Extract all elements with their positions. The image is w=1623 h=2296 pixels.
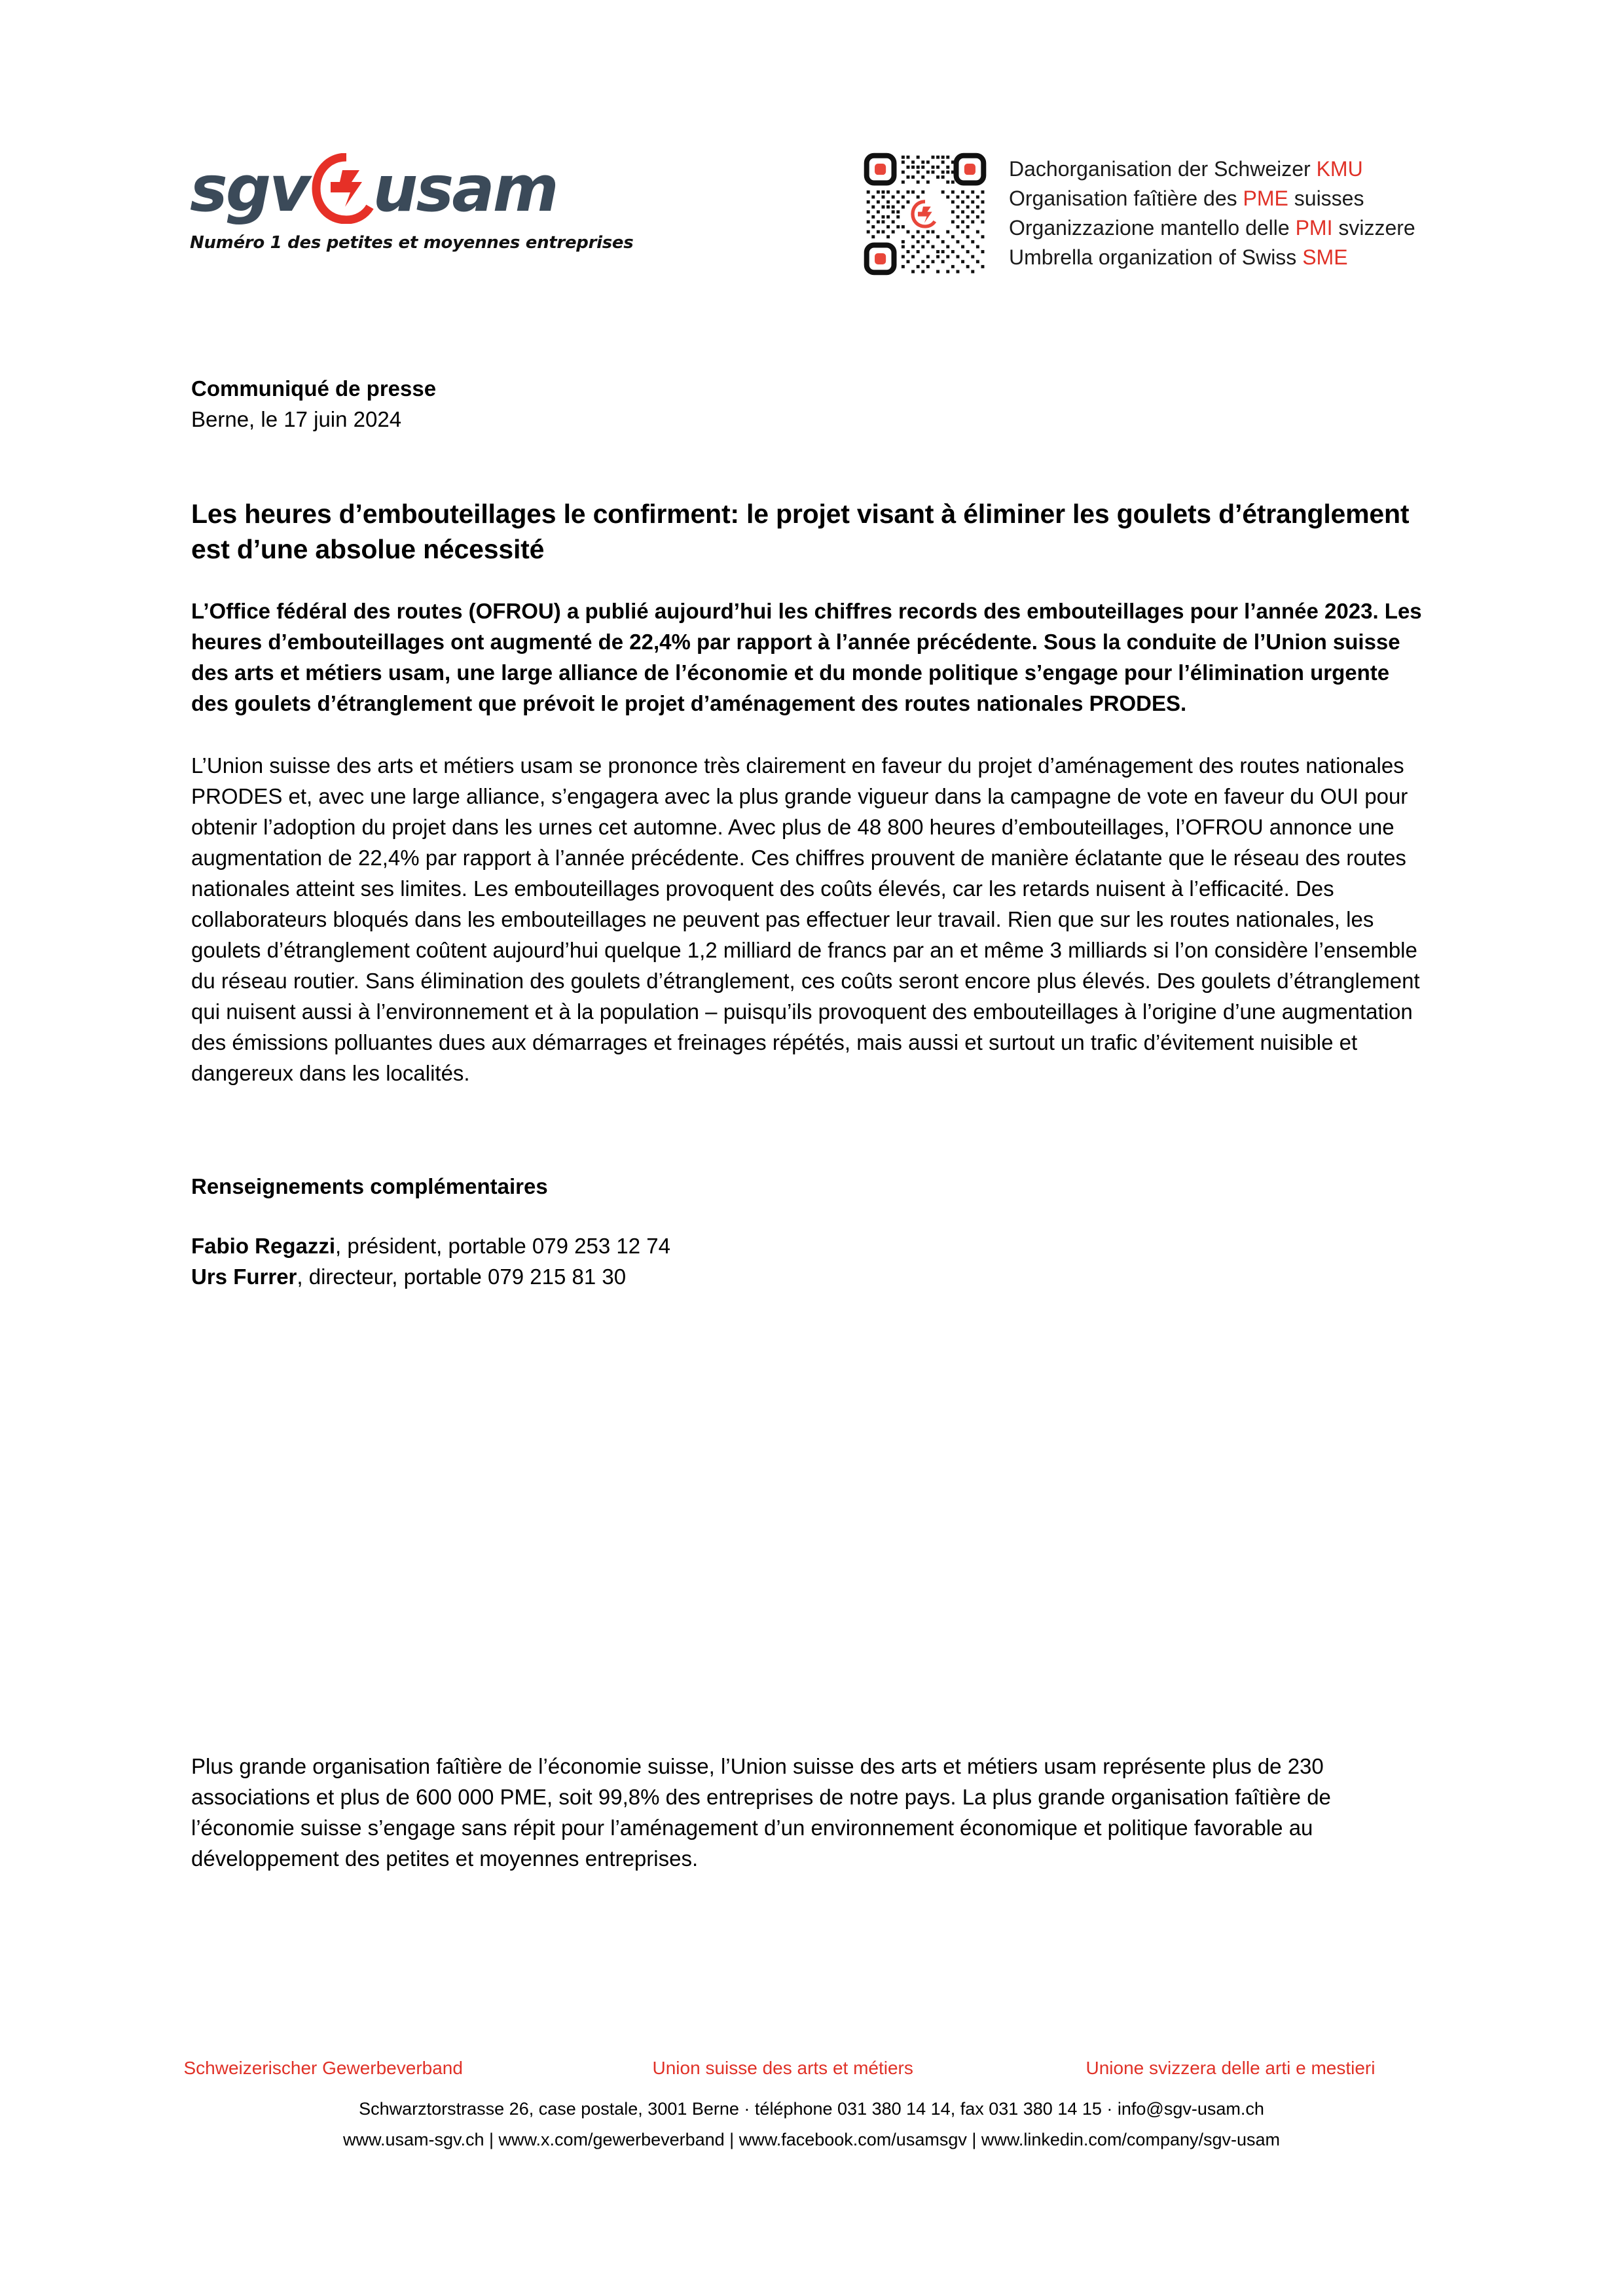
logo-text-sgv: sgv <box>190 151 309 226</box>
language-text-en: Umbrella organization of Swiss <box>1009 245 1303 269</box>
contact-item <box>191 1230 1422 1261</box>
page-header <box>0 0 1623 308</box>
dateline: Berne, le 17 juin 2024 <box>191 407 402 431</box>
language-highlight-en: SME <box>1302 245 1348 269</box>
language-list <box>1009 152 1415 272</box>
page-footer <box>0 2055 1623 2153</box>
contact-name: Fabio Regazzi <box>191 1234 336 1258</box>
lead-paragraph: L’Office fédéral des routes (OFROU) a publié aujourd’hui les chiffres records des embouteillages pour l’année 2023. Les heures d’embouteillages ont augmenté de 22,4% par rapport à l’année précédente. Sous la conduite de l’Union suisse des arts et métiers usam, une large alliance de l’économie et du monde politique s’engage pour l’élimination urgente des goulets d’étranglement que prévoit le projet d’aménagement des routes nationales PRODES. <box>191 599 1422 715</box>
footer-links[interactable]: www.usam-sgv.ch | www.x.com/gewerbeverband | www.facebook.com/usamsgv | www.linkedin.com/company/sgv-usam <box>342 2130 1281 2149</box>
body-paragraph: L’Union suisse des arts et métiers usam se prononce très clairement en faveur du projet d’aménagement des routes nationales PRODES et, avec une large alliance, s’engagera avec la plus grande vigueur dans la campagne de vote en faveur du OUI pour obtenir l’adoption du projet dans les urnes cet automne. Avec plus de 48 800 heures d’embouteillages, l’OFROU annonce une augmentation de 22,4% par rapport à l’année précédente. Ces chiffres prouvent de manière éclatante que le réseau des routes nationales atteint ses limites. Les embouteillages provoquent des coûts élevés, car les retards nuisent à l’efficacité. Des collaborateurs bloqués dans les embouteillages ne peuvent pas effectuer leur travail. Rien que sur les routes nationales, les goulets d’étranglement coûtent aujourd’hui quelque 1,2 milliard de francs par an et même 3 milliards si l’on considère l’ensemble du réseau routier. Sans élimination des goulets d’étranglement, ces coûts seront encore plus élevés. Des goulets d’étranglement qui nuisent aussi à l’environnement et à la population – puisqu’ils provoquent des embouteillages à l’origine d’une augmentation des émissions polluantes dues aux démarrages et freinages répétés, mais aussi et surtout un trafic d’évitement nuisible et dangereux dans les localités. <box>191 753 1420 1085</box>
contact-detail: , directeur, portable 079 215 81 30 <box>297 1265 627 1289</box>
logo-tagline: Numéro 1 des petites et moyennes entreprises <box>190 233 634 253</box>
language-highlight-it: PMI <box>1295 216 1333 240</box>
language-text-it: Organizzazione mantello delle <box>1009 216 1296 240</box>
language-line-fr <box>1009 184 1415 213</box>
language-suffix-it: svizzere <box>1332 216 1415 240</box>
document-kind: Communiqué de presse <box>191 376 437 401</box>
logo-wordmark <box>190 151 648 226</box>
footer-org-fr: Union suisse des arts et métiers <box>652 2058 913 2078</box>
swiss-cross-ring-icon <box>311 153 382 224</box>
language-line-en <box>1009 243 1415 272</box>
language-line-it <box>1009 213 1415 243</box>
logo-text-usam: usam <box>373 151 557 226</box>
language-line-de <box>1009 154 1415 184</box>
footer-org-de: Schweizerischer Gewerbeverband <box>183 2058 463 2078</box>
language-highlight-fr: PME <box>1243 187 1288 210</box>
contacts-heading: Renseignements complémentaires <box>191 1174 548 1198</box>
contacts-list <box>191 1230 1422 1292</box>
language-suffix-fr: suisses <box>1288 187 1364 210</box>
sgv-usam-logo <box>190 151 648 253</box>
language-text-fr: Organisation faîtière des <box>1009 187 1243 210</box>
contact-item <box>191 1261 1422 1292</box>
document-content <box>191 373 1422 1292</box>
language-highlight-de: KMU <box>1316 157 1363 181</box>
footer-org-it: Unione svizzera delle arti e mestieri <box>1085 2058 1376 2078</box>
footer-address: Schwarztorstrasse 26, case postale, 3001 Berne · téléphone 031 380 14 14, fax 031 380 14 15 · info@sgv-usam.ch <box>359 2099 1264 2119</box>
language-text-de: Dachorganisation der Schweizer <box>1009 157 1317 181</box>
boilerplate-paragraph: Plus grande organisation faîtière de l’économie suisse, l’Union suisse des arts et métiers usam représente plus de 230 associations et plus de 600 000 PME, soit 99,8% des entreprises de notre pays. La plus grande organisation faîtière de l’économie suisse s’engage sans répit pour l’aménagement d’un environnement économique et politique favorable au développement des petites et moyennes entreprises. <box>191 1754 1331 1871</box>
contact-name: Urs Furrer <box>191 1265 297 1289</box>
qr-code[interactable] <box>863 152 987 276</box>
page-title: Les heures d’embouteillages le confirment: le projet visant à éliminer les goulets d’étranglement est d’une absolue nécessité <box>191 499 1410 564</box>
contact-detail: , président, portable 079 253 12 74 <box>335 1234 670 1258</box>
footer-org-names <box>160 2055 1463 2084</box>
header-qr-and-languages <box>863 152 1415 276</box>
